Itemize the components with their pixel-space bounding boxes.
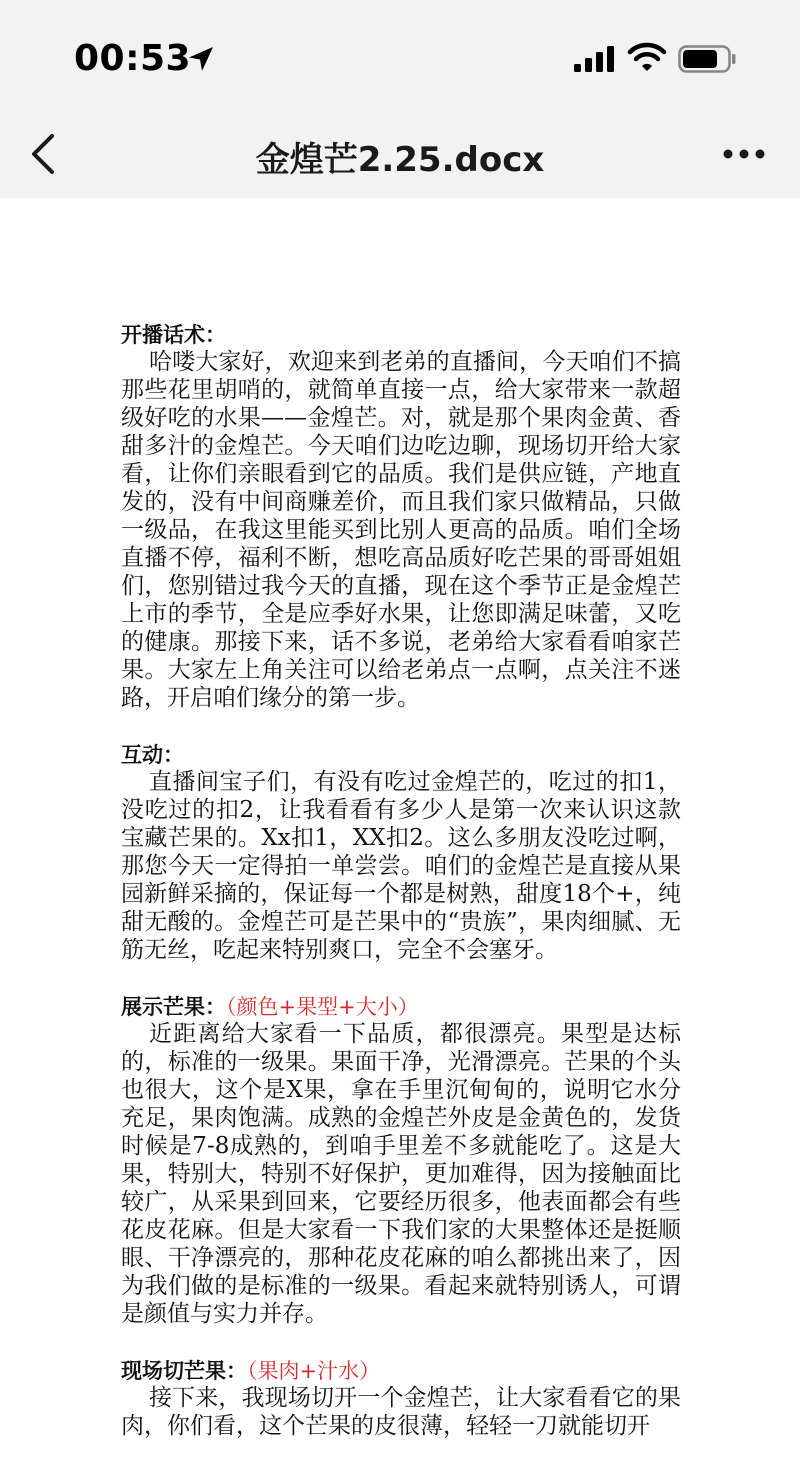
- wifi-icon: [628, 42, 666, 72]
- heading-note: （果肉+汁水）: [247, 1359, 381, 1383]
- section-opening-script: [121, 320, 681, 712]
- section-paragraph: 哈喽大家好，欢迎来到老弟的直播间，今天咱们不搞那些花里胡哨的，就简单直接一点，给大家带来一款超级好吃的水果——金煌芒。对，就是那个果肉金黄、香甜多汁的金煌芒。今天咱们边吃边聊，现场切开给大家看，让你们亲眼看到它的品质。我们是供应链，产地直发的，没有中间商赚差价，而且我们家只做精品，只做一级品，在我这里能买到比别人更高的品质。咱们全场直播不停，福利不断，想吃高品质好吃芒果的哥哥姐姐们，您别错过我今天的直播，现在这个季节正是金煌芒上市的季节，全是应季好水果，让您即满足味蕾，又吃的健康。那接下来，话不多说，老弟给大家看看咱家芒果。大家左上角关注可以给老弟点一点啊，点关注不迷路，开启咱们缘分的第一步。: [121, 349, 681, 711]
- heading-text: 互动：: [121, 743, 184, 767]
- status-time: 00:53: [74, 38, 192, 79]
- status-bar: [0, 0, 800, 110]
- section-paragraph: 直播间宝子们，有没有吃过金煌芒的，吃过的扣1，没吃过的扣2，让我看看有多少人是第一次来认识这款宝藏芒果的。Xx扣1，XX扣2。这么多朋友没吃过啊，那您今天一定得拍一单尝尝。咱们的金煌芒是直接从果园新鲜采摘的，保证每一个都是树熟，甜度18个+，纯甜无酸的。金煌芒可是芒果中的“贵族”，果肉细腻、无筋无丝，吃起来特别爽口，完全不会塞牙。: [121, 769, 681, 963]
- battery-icon: [678, 45, 736, 73]
- section-heading: [121, 992, 681, 1020]
- top-bar: [0, 0, 800, 198]
- navigation-bar: [0, 110, 800, 198]
- section-heading: [121, 740, 681, 768]
- chevron-left-icon[interactable]: [22, 130, 66, 178]
- section-show-mango: [121, 992, 681, 1328]
- heading-text: 开播话术：: [121, 323, 226, 347]
- ellipsis-icon[interactable]: [716, 134, 772, 174]
- section-heading: [121, 1356, 681, 1384]
- section-paragraph: 近距离给大家看一下品质，都很漂亮。果型是达标的，标准的一级果。果面干净，光滑漂亮。芒果的个头也很大，这个是X果，拿在手里沉甸甸的，说明它水分充足，果肉饱满。成熟的金煌芒外皮是金黄色的，发货时候是7-8成熟的，到咱手里差不多就能吃了。这是大果，特别大，特别不好保护，更加难得，因为接触面比较广，从采果到回来，它要经历很多，他表面都会有些花皮花麻。但是大家看一下我们家的大果整体还是挺顺眼、干净漂亮的，那种花皮花麻的咱么都挑出来了，因为我们做的是标准的一级果。看起来就特别诱人，可谓是颜值与实力并存。: [121, 1021, 681, 1327]
- section-interaction: [121, 740, 681, 964]
- heading-note: （颜色+果型+大小）: [226, 995, 419, 1019]
- section-heading: [121, 320, 681, 348]
- cellular-signal-icon: [574, 46, 614, 72]
- document-title: 金煌芒2.25.docx: [255, 140, 545, 180]
- section-paragraph: 接下来，我现场切开一个金煌芒，让大家看看它的果肉，你们看，这个芒果的皮很薄，轻轻一刀就能切开: [121, 1385, 681, 1439]
- section-cut-mango: [121, 1356, 681, 1440]
- document-body: [121, 320, 681, 1468]
- location-arrow-icon: [186, 44, 216, 74]
- heading-text: 展示芒果：: [121, 995, 226, 1019]
- heading-text: 现场切芒果：: [121, 1359, 247, 1383]
